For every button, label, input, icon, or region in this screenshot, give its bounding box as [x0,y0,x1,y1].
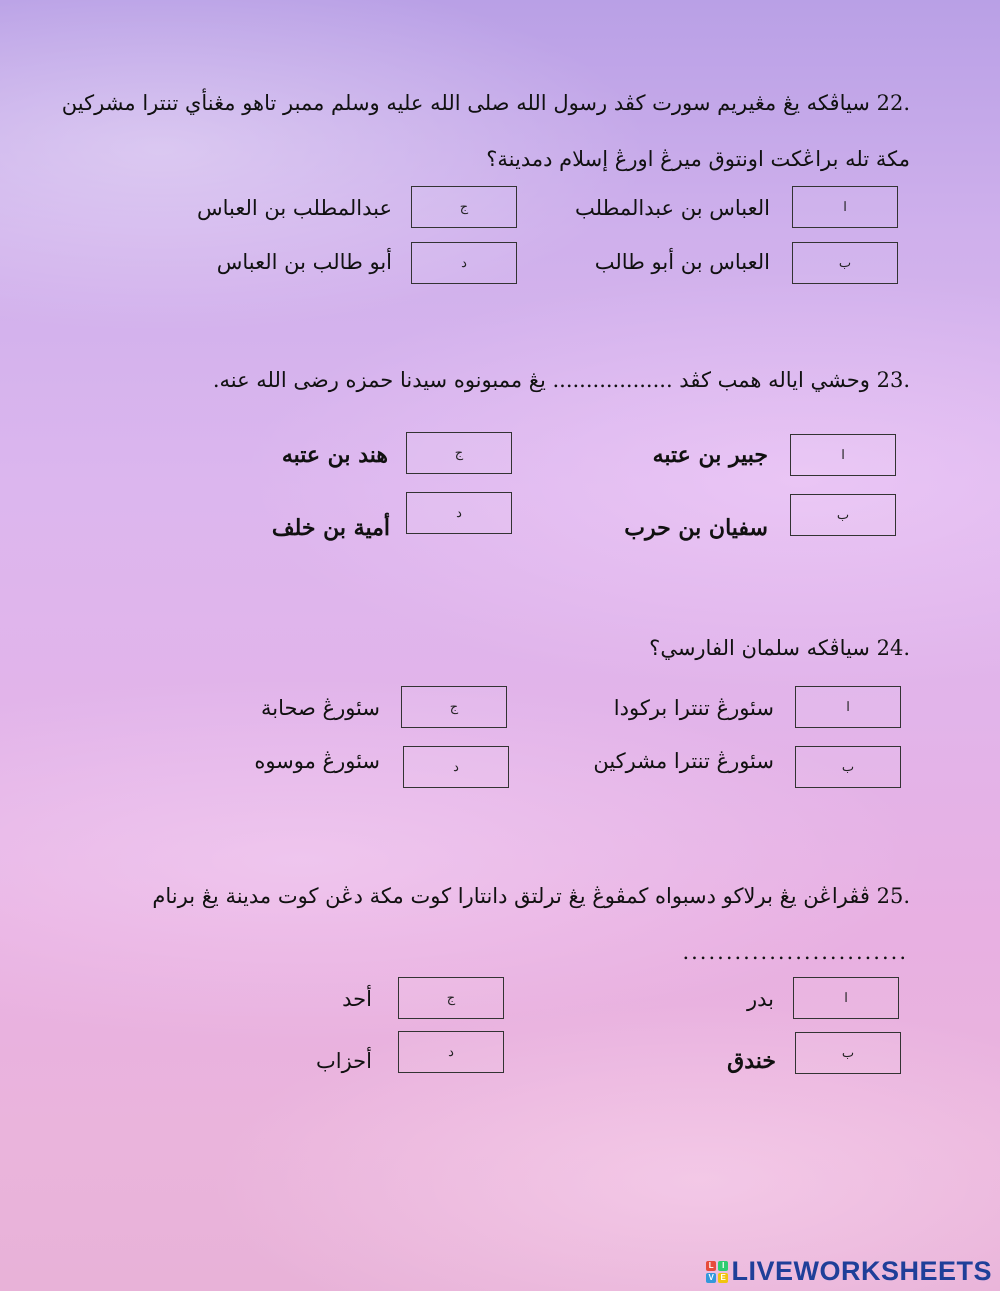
option-text: أحزاب [315,1049,372,1073]
option-text: سئورڠ موسوه [254,749,380,773]
option-text: أمية بن خلف [271,515,390,541]
option-text: سئورڠ صحابة [260,696,380,720]
option-text: أبو طالب بن العباس [216,250,392,274]
answer-box-ba[interactable]: ب [795,746,901,788]
option-text: خندق [727,1048,776,1074]
option-text: أحد [342,987,372,1011]
logo-icon: L I V E [706,1261,728,1283]
option-text: جبير بن عتبه [652,442,768,468]
answer-box-ba[interactable]: ب [790,494,896,536]
blank-dots: .......................... [682,940,908,964]
answer-box-jim[interactable]: ج [406,432,512,474]
liveworksheets-logo [706,1256,992,1287]
answer-box-dal[interactable]: د [406,492,512,534]
question-number: 23. [876,368,910,392]
question-text: ڤڤراڠن يڠ برلاكو دسبواه كمڤوڠ يڠ ترلتق دانتارا كوت مكة دڠن كوت مدينة يڠ برنام [152,884,870,908]
answer-box-alif[interactable]: ا [790,434,896,476]
question-24 [60,620,910,676]
answer-box-jim[interactable]: ج [398,977,504,1019]
option-text: سئورڠ تنترا بركودا [613,696,774,720]
option-text: سئورڠ تنترا مشركين [593,749,774,773]
answer-box-dal[interactable]: د [411,242,517,284]
answer-box-jim[interactable]: ج [411,186,517,228]
question-number: 24. [876,636,910,660]
option-text: عبدالمطلب بن العباس [197,196,392,220]
option-text: العباس بن أبو طالب [594,250,770,274]
answer-box-dal[interactable]: د [403,746,509,788]
question-23 [60,352,910,408]
answer-box-jim[interactable]: ج [401,686,507,728]
question-22 [60,75,910,187]
question-text: وحشي اياله همب كڤد .................. يڠ ممبونوه سيدنا حمزه رضى الله عنه. [212,368,870,392]
question-number: 22. [876,91,910,115]
brand-name: LIVEWORKSHEETS [731,1256,992,1286]
question-25 [60,868,910,980]
question-number: 25. [876,884,910,908]
question-text: سياڤكه يڠ مڠيريم سورت كڤد رسول الله صلى الله عليه وسلم ممبر تاهو مڠنأي تنترا مشركين مكة تله براڠكت اونتوق ميرڠ اورڠ إسلام دمدينة؟ [61,91,910,171]
answer-box-alif[interactable]: ا [793,977,899,1019]
option-text: هند بن عتبه [281,442,388,468]
question-text: سياڤكه سلمان الفارسي؟ [649,636,870,660]
answer-box-dal[interactable]: د [398,1031,504,1073]
option-text: بدر [746,987,774,1011]
answer-box-alif[interactable]: ا [795,686,901,728]
answer-box-ba[interactable]: ب [795,1032,901,1074]
answer-box-ba[interactable]: ب [792,242,898,284]
option-text: سفيان بن حرب [624,515,768,541]
answer-box-alif[interactable]: ا [792,186,898,228]
option-text: العباس بن عبدالمطلب [575,196,770,220]
